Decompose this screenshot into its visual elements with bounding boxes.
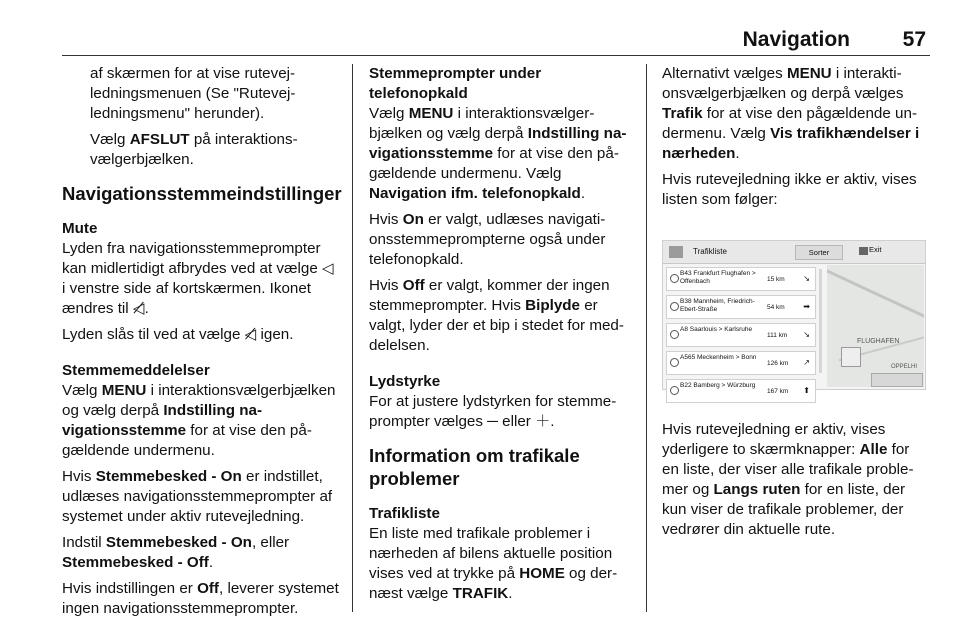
column-divider xyxy=(352,64,353,612)
column-divider xyxy=(646,64,647,612)
subheading-volume: Lydstyrke xyxy=(369,373,441,390)
compass-icon xyxy=(841,347,861,367)
paragraph: En liste med trafikale problemer i nærheden af bilens aktuelle position vises ved at trykke på HOME og dernæst vælge TRAFIK. xyxy=(369,525,618,602)
exit-icon xyxy=(859,247,868,255)
paragraph: af skærmen for at vise rutevejledningsmenuen (Se "Rutevejledningsmenu" herunder). xyxy=(90,65,296,122)
direction-arrow-icon: ↗ xyxy=(803,358,810,367)
warning-icon xyxy=(670,358,679,367)
traffic-row-text: B38 Mannheim, Friedrich-Ebert-Straße xyxy=(680,298,755,313)
paragraph: Lyden slås til ved at vælge ◁̸ igen. xyxy=(62,326,294,343)
map-view xyxy=(827,265,924,387)
paragraph: Lyden fra navigationsstemmeprompter kan midlertidigt afbrydes ved at vælge ◁ i venstre side af kortskærmen. Ikonet ændres til ◁̸. xyxy=(62,240,334,317)
paragraph: Alternativt vælges MENU i interaktionsvælgerbjælken og derpå vælges Trafik for at vise den pågældende undermenu. Vælg Vis trafikhændelser i nærheden. xyxy=(662,65,920,162)
section-heading: Navigationsstemmeindstillinger xyxy=(62,183,342,204)
traffic-list-row xyxy=(666,295,816,319)
paragraph: Hvis Off er valgt, kommer der ingen stemmeprompter. Hvis Biplyde er valgt, lyder der et bip i stedet for meddelelsen. xyxy=(369,277,624,354)
subheading-voice-messages: Stemmemeddelelser xyxy=(62,362,210,379)
traffic-list-row xyxy=(666,267,816,291)
map-label: FLUGHAFEN xyxy=(857,338,900,345)
direction-arrow-icon: ⬆ xyxy=(803,386,810,395)
paragraph: Vælg AFSLUT på interaktionsvælgerbjælken. xyxy=(90,131,298,168)
traffic-row-text: A565 Meckenheim > Bonn xyxy=(680,354,757,361)
direction-arrow-icon: ↘ xyxy=(803,330,810,339)
screen-title: Trafikliste xyxy=(693,247,727,256)
traffic-list-screenshot xyxy=(662,222,930,406)
exit-button: Exit xyxy=(869,245,882,254)
column-1 xyxy=(62,64,340,625)
subheading-traffic-list: Trafikliste xyxy=(369,505,440,522)
traffic-list-row xyxy=(666,323,816,347)
screen-topbar xyxy=(663,241,925,264)
warning-icon xyxy=(670,274,679,283)
back-icon xyxy=(669,246,683,258)
traffic-row-text: B43 Frankfurt Flughafen > Offenbach xyxy=(680,270,756,285)
traffic-row-text: B22 Bamberg > Würzburg xyxy=(680,382,756,389)
direction-arrow-icon: ➡ xyxy=(803,302,810,311)
page-header xyxy=(62,22,930,52)
traffic-row-distance: 54 km xyxy=(767,304,785,311)
scrollbar xyxy=(819,269,822,373)
paragraph: Hvis Stemmebesked - On er indstillet, udlæses navigationsstemmeprompter af systemet under aktiv rutevejledning. xyxy=(62,468,333,525)
traffic-row-text: A8 Saarlouis > Karlsruhe xyxy=(680,326,753,333)
traffic-row-distance: 126 km xyxy=(767,360,789,367)
page-number: 57 xyxy=(902,28,926,51)
chapter-title: Navigation xyxy=(742,28,850,51)
paragraph: Hvis rutevejledning ikke er aktiv, vises listen som følger: xyxy=(662,171,917,208)
paragraph: Indstil Stemmebesked - On, eller Stemmebesked - Off. xyxy=(62,534,290,571)
paragraph: Hvis rutevejledning er aktiv, vises yderligere to skærmknapper: Alle for en liste, der viser alle trafikale problemer og Langs ruten for en liste, der kun viser de trafikale problemer, der vedrører din aktuelle rute. xyxy=(662,421,914,538)
subheading-phone-prompts: Stemmeprompter under telefonopkald xyxy=(369,65,542,102)
header-rule xyxy=(62,55,930,56)
paragraph: For at justere lydstyrken for stemmeprompter vælges ─ eller ＋. xyxy=(369,393,617,430)
traffic-row-distance: 111 km xyxy=(767,332,788,339)
traffic-list-row xyxy=(666,379,816,403)
section-heading: Information om trafikale problemer xyxy=(369,445,580,489)
traffic-row-distance: 15 km xyxy=(767,276,785,283)
paragraph: Hvis On er valgt, udlæses navigationsstemmeprompterne også under telefonopkald. xyxy=(369,211,606,268)
traffic-row-distance: 167 km xyxy=(767,388,789,395)
direction-arrow-icon: ↘ xyxy=(803,274,810,283)
subheading-mute: Mute xyxy=(62,220,98,237)
paragraph: Vælg MENU i interaktionsvælgerbjælken og vælg derpå Indstilling navigationsstemme for at vise den pågældende undermenu. xyxy=(62,382,336,459)
warning-icon xyxy=(670,386,679,395)
column-3 xyxy=(662,64,930,546)
map-label: OPPELHI xyxy=(891,364,918,370)
chevron-up-icon xyxy=(871,373,923,387)
map-road xyxy=(827,268,924,326)
sort-button: Sorter xyxy=(795,245,843,260)
warning-icon xyxy=(670,302,679,311)
paragraph: Hvis indstillingen er Off, leverer systemet ingen navigationsstemmeprompter. xyxy=(62,580,339,617)
traffic-list xyxy=(666,267,816,407)
infotainment-screen xyxy=(662,240,926,395)
warning-icon xyxy=(670,330,679,339)
column-2 xyxy=(369,64,631,610)
paragraph: Vælg MENU i interaktionsvælgerbjælken og vælg derpå Indstilling navigationsstemme for at vise den pågældende undermenu. Vælg Navigation ifm. telefonopkald. xyxy=(369,105,627,202)
traffic-list-row xyxy=(666,351,816,375)
